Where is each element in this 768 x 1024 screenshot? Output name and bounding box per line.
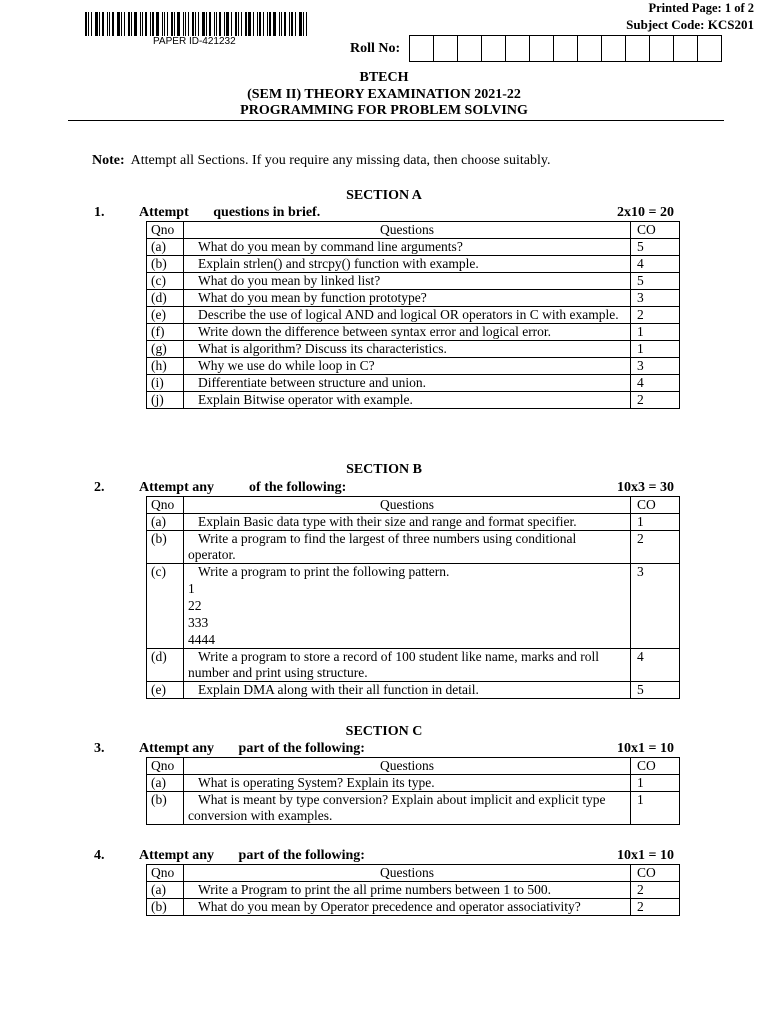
question-text: What do you mean by Operator precedence and operator associativity?: [198, 899, 581, 914]
question-text: Write a program to print the following pattern.: [198, 564, 450, 579]
table-row: [147, 239, 680, 256]
question-cell: [184, 649, 631, 682]
co-value: 3: [631, 358, 680, 375]
question-text: Write a program to store a record of 100 student like name, marks and roll number and print using structure.: [188, 649, 599, 680]
co-value: 4: [631, 256, 680, 273]
printed-page: Printed Page: 1 of 2: [648, 1, 754, 15]
note-text: Attempt all Sections. If you require any missing data, then choose suitably.: [130, 153, 551, 168]
co-header: CO: [631, 497, 680, 514]
co-value: 3: [631, 290, 680, 307]
question-cell: [184, 775, 631, 792]
roll-no-label: Roll No:: [350, 41, 401, 56]
pattern-line: 22: [188, 598, 202, 613]
question-cell: [184, 375, 631, 392]
question-4-instruction: Attempt any part of the following:: [139, 848, 365, 863]
question-text: What is operating System? Explain its type.: [198, 775, 435, 790]
question-label: (e): [147, 307, 184, 324]
question-label: (d): [147, 290, 184, 307]
co-value: 1: [631, 341, 680, 358]
question-1-number: 1.: [94, 205, 105, 220]
question-label: (h): [147, 358, 184, 375]
co-value: 1: [631, 324, 680, 341]
question-cell: [184, 564, 631, 649]
question-4-table: [146, 864, 680, 916]
question-text: Explain strlen() and strcpy() function with example.: [198, 256, 479, 271]
question-2-number: 2.: [94, 480, 105, 495]
note: [92, 153, 550, 169]
question-cell: [184, 239, 631, 256]
table-row: [147, 531, 680, 564]
barcode: [85, 12, 310, 36]
question-label: (b): [147, 256, 184, 273]
qno-header: Qno: [147, 758, 184, 775]
question-label: (b): [147, 531, 184, 564]
question-label: (e): [147, 682, 184, 699]
question-cell: [184, 882, 631, 899]
question-text: What do you mean by command line arguments?: [198, 239, 463, 254]
question-cell: [184, 273, 631, 290]
co-header: CO: [631, 865, 680, 882]
question-text: What is meant by type conversion? Explain about implicit and explicit type conversion with examples.: [188, 792, 606, 823]
question-text: Write a program to find the largest of three numbers using conditional operator.: [188, 531, 577, 562]
section-a-title: SECTION A: [346, 188, 422, 203]
table-row: [147, 273, 680, 290]
table-row: [147, 882, 680, 899]
table-row: [147, 649, 680, 682]
exam-title: (SEM II) THEORY EXAMINATION 2021-22: [247, 87, 521, 102]
question-3-number: 3.: [94, 741, 105, 756]
question-label: (a): [147, 514, 184, 531]
course-title: BTECH: [359, 70, 409, 85]
table-row: [147, 792, 680, 825]
question-text: Explain Bitwise operator with example.: [198, 392, 413, 407]
question-3-marks: 10x1 = 10: [617, 741, 674, 756]
table-row: [147, 324, 680, 341]
table-row: [147, 290, 680, 307]
questions-header: Questions: [184, 222, 631, 239]
co-value: 2: [631, 392, 680, 409]
table-row: [147, 514, 680, 531]
question-cell: [184, 324, 631, 341]
co-value: 4: [631, 375, 680, 392]
question-text: Why we use do while loop in C?: [198, 358, 375, 373]
question-text: What do you mean by function prototype?: [198, 290, 427, 305]
questions-header: Questions: [184, 758, 631, 775]
pattern-line: 4444: [188, 632, 215, 647]
subject-title: PROGRAMMING FOR PROBLEM SOLVING: [240, 103, 528, 118]
co-value: 2: [631, 307, 680, 324]
question-2-instruction: Attempt any of the following:: [139, 480, 347, 495]
question-3-table: [146, 757, 680, 825]
section-c-title: SECTION C: [345, 724, 423, 739]
question-text: Write a Program to print the all prime numbers between 1 to 500.: [198, 882, 551, 897]
qno-header: Qno: [147, 497, 184, 514]
question-1-instruction: Attempt questions in brief.: [139, 205, 321, 220]
question-cell: [184, 514, 631, 531]
question-cell: [184, 682, 631, 699]
table-row: [147, 375, 680, 392]
question-label: (g): [147, 341, 184, 358]
pattern-line: 333: [188, 615, 209, 630]
header-rule: [68, 120, 724, 121]
note-label: Note:: [92, 153, 125, 168]
question-cell: [184, 392, 631, 409]
co-value: 5: [631, 682, 680, 699]
question-label: (j): [147, 392, 184, 409]
question-label: (c): [147, 564, 184, 649]
subject-code: Subject Code: KCS201: [626, 17, 754, 32]
question-label: (a): [147, 239, 184, 256]
co-value: 5: [631, 239, 680, 256]
question-label: (a): [147, 775, 184, 792]
table-row: [147, 358, 680, 375]
question-2-marks: 10x3 = 30: [617, 480, 674, 495]
co-value: 2: [631, 531, 680, 564]
question-cell: [184, 531, 631, 564]
question-label: (d): [147, 649, 184, 682]
question-text: What do you mean by linked list?: [198, 273, 381, 288]
roll-no-boxes: [410, 35, 722, 62]
question-cell: [184, 341, 631, 358]
co-value: 1: [631, 792, 680, 825]
questions-header: Questions: [184, 865, 631, 882]
table-row: [147, 341, 680, 358]
question-label: (a): [147, 882, 184, 899]
section-b-title: SECTION B: [346, 462, 422, 477]
co-value: 2: [631, 899, 680, 916]
co-value: 1: [631, 514, 680, 531]
table-row: [147, 256, 680, 273]
question-text: Explain DMA along with their all function in detail.: [198, 682, 479, 697]
question-cell: [184, 307, 631, 324]
question-cell: [184, 290, 631, 307]
co-value: 5: [631, 273, 680, 290]
qno-header: Qno: [147, 865, 184, 882]
question-cell: [184, 358, 631, 375]
co-value: 4: [631, 649, 680, 682]
question-cell: [184, 899, 631, 916]
pattern-line: 1: [188, 581, 195, 596]
table-row: [147, 392, 680, 409]
question-1-marks: 2x10 = 20: [617, 205, 674, 220]
question-text: Differentiate between structure and union.: [198, 375, 427, 390]
co-value: 2: [631, 882, 680, 899]
question-cell: [184, 792, 631, 825]
co-value: 1: [631, 775, 680, 792]
question-text: Write down the difference between syntax error and logical error.: [198, 324, 552, 339]
question-text: Explain Basic data type with their size and range and format specifier.: [198, 514, 577, 529]
question-label: (f): [147, 324, 184, 341]
question-text: What is algorithm? Discuss its characteristics.: [198, 341, 447, 356]
section-a-table: [146, 221, 680, 409]
table-row: [147, 899, 680, 916]
question-label: (b): [147, 899, 184, 916]
question-3-instruction: Attempt any part of the following:: [139, 741, 365, 756]
table-row: [147, 775, 680, 792]
question-label: (c): [147, 273, 184, 290]
table-row: [147, 564, 680, 649]
co-value: 3: [631, 564, 680, 649]
question-4-marks: 10x1 = 10: [617, 848, 674, 863]
co-header: CO: [631, 758, 680, 775]
paper-id: PAPER ID-421232: [153, 36, 236, 47]
question-label: (b): [147, 792, 184, 825]
table-row: [147, 682, 680, 699]
question-label: (i): [147, 375, 184, 392]
question-text: Describe the use of logical AND and logical OR operators in C with example.: [198, 307, 619, 322]
section-b-table: [146, 496, 680, 699]
co-header: CO: [631, 222, 680, 239]
table-row: [147, 307, 680, 324]
questions-header: Questions: [184, 497, 631, 514]
question-cell: [184, 256, 631, 273]
qno-header: Qno: [147, 222, 184, 239]
question-4-number: 4.: [94, 848, 105, 863]
